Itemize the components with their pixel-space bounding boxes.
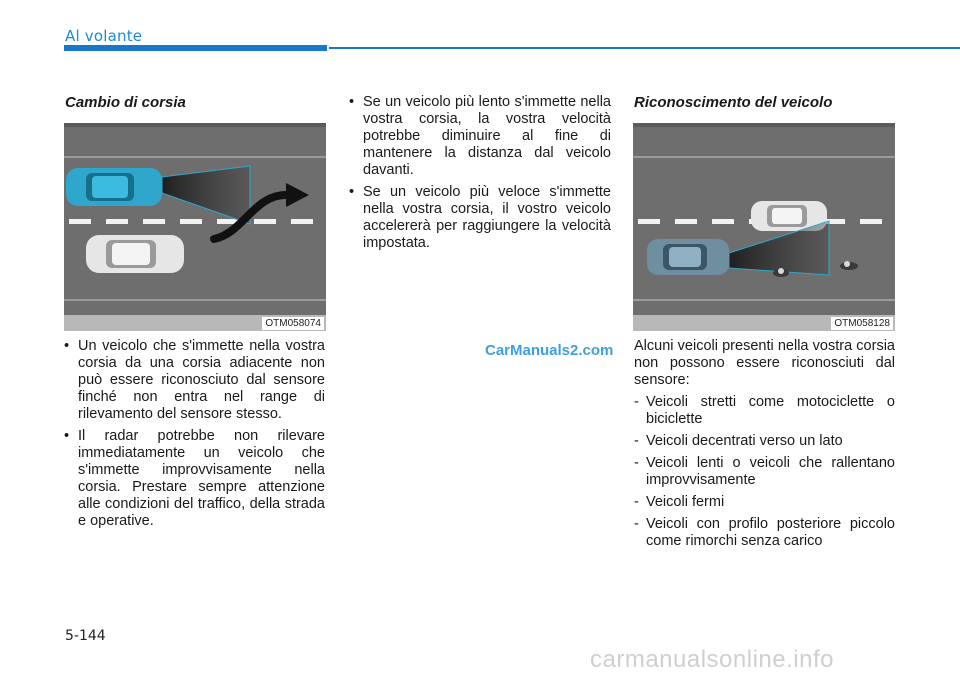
lane-change-illustration — [64, 123, 326, 331]
list-item: • Il radar potrebbe non rilevare immediatamente un veicolo che s'immette improvvisamente nella corsia. Prestare sempre attenzione alle condizioni del traffico, della strada e operative. — [64, 428, 325, 530]
list-item: - Veicoli lenti o veicoli che rallentano improvvisamente — [634, 455, 895, 489]
left-bullet-list — [64, 338, 325, 535]
header-bar-thin — [329, 47, 960, 49]
footer-watermark: carmanualsonline.info — [590, 646, 834, 673]
list-item: - Veicoli decentrati verso un lato — [634, 433, 895, 450]
figure-code: OTM058074 — [262, 317, 324, 330]
middle-bullet-list — [349, 94, 611, 257]
recognition-intro: Alcuni veicoli presenti nella vostra corsia non possono essere riconosciuti dal sensore: — [634, 338, 895, 388]
vehicle-recognition-illustration — [633, 123, 895, 331]
list-item: • Se un veicolo più veloce s'immette nella vostra corsia, il vostro veicolo accelererà per raggiungere la velocità impostata. — [349, 184, 611, 252]
lane-change-title: Cambio di corsia — [65, 94, 186, 111]
figure-code: OTM058128 — [831, 317, 893, 330]
page-number: 5-144 — [65, 628, 106, 644]
list-item: - Veicoli con profilo posteriore piccolo come rimorchi senza carico — [634, 516, 895, 550]
recognition-list — [634, 394, 895, 555]
section-title: Al volante — [65, 27, 143, 45]
lane-change-figure — [64, 123, 326, 331]
vehicle-recognition-title: Riconoscimento del veicolo — [634, 94, 833, 111]
watermark-link[interactable]: CarManuals2.com — [485, 342, 614, 359]
list-item: • Un veicolo che s'immette nella vostra corsia da una corsia adiacente non può essere riconosciuto dal sensore finché non entra nel range di rilevamento del sensore stesso. — [64, 338, 325, 423]
header-bar-thick — [64, 45, 327, 51]
list-item: • Se un veicolo più lento s'immette nella vostra corsia, la vostra velocità potrebbe diminuire al fine di mantenere la distanza dal veicolo davanti. — [349, 94, 611, 179]
vehicle-recognition-figure — [633, 123, 895, 331]
list-item: - Veicoli fermi — [634, 494, 895, 511]
list-item: - Veicoli stretti come motociclette o biciclette — [634, 394, 895, 428]
